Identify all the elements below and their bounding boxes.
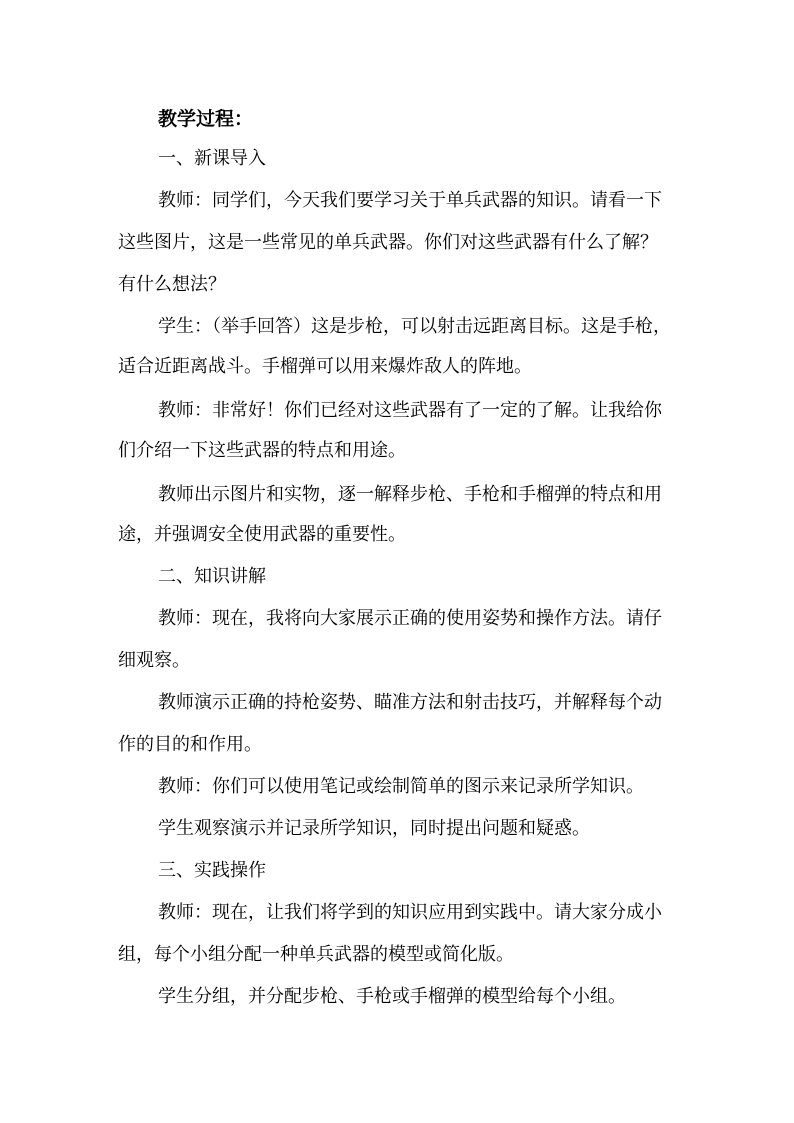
section-heading-new-lesson: 一、新课导入 [158,148,266,169]
paragraph-line: 教师：你们可以使用笔记或绘制简单的图示来记录所学知识。 [158,776,644,797]
paragraph-line: 教师：现在，让我们将学到的知识应用到实践中。请大家分成小 [158,902,662,923]
paragraph-line: 教师：同学们，今天我们要学习关于单兵武器的知识。请看一下 [158,190,662,211]
paragraph-line: 学生：（举手回答）这是步枪，可以射击远距离目标。这是手枪， [158,316,671,337]
paragraph-line: 途，并强调安全使用武器的重要性。 [118,524,406,545]
paragraph-line: 教师：现在，我将向大家展示正确的使用姿势和操作方法。请仔 [158,608,662,629]
paragraph-line: 细观察。 [118,650,190,671]
section-heading-knowledge: 二、知识讲解 [158,566,266,587]
page-title: 教学过程： [158,108,254,130]
paragraph-line: 适合近距离战斗。手榴弹可以用来爆炸敌人的阵地。 [118,356,532,377]
paragraph-line: 作的目的和作用。 [118,734,262,755]
section-heading-practice: 三、实践操作 [158,860,266,881]
paragraph-line: 有什么想法？ [118,274,226,295]
paragraph-line: 组，每个小组分配一种单兵武器的模型或简化版。 [118,944,514,965]
paragraph-line: 教师：非常好！你们已经对这些武器有了一定的了解。让我给你 [158,400,662,421]
paragraph-line: 学生观察演示并记录所学知识，同时提出问题和疑惑。 [158,818,590,839]
paragraph-line: 教师出示图片和实物，逐一解释步枪、手枪和手榴弹的特点和用 [158,484,662,505]
paragraph-line: 们介绍一下这些武器的特点和用途。 [118,440,406,461]
paragraph-line: 这些图片，这是一些常见的单兵武器。你们对这些武器有什么了解？ [118,232,658,253]
paragraph-line: 学生分组，并分配步枪、手枪或手榴弹的模型给每个小组。 [158,986,626,1007]
paragraph-line: 教师演示正确的持枪姿势、瞄准方法和射击技巧，并解释每个动 [158,692,662,713]
